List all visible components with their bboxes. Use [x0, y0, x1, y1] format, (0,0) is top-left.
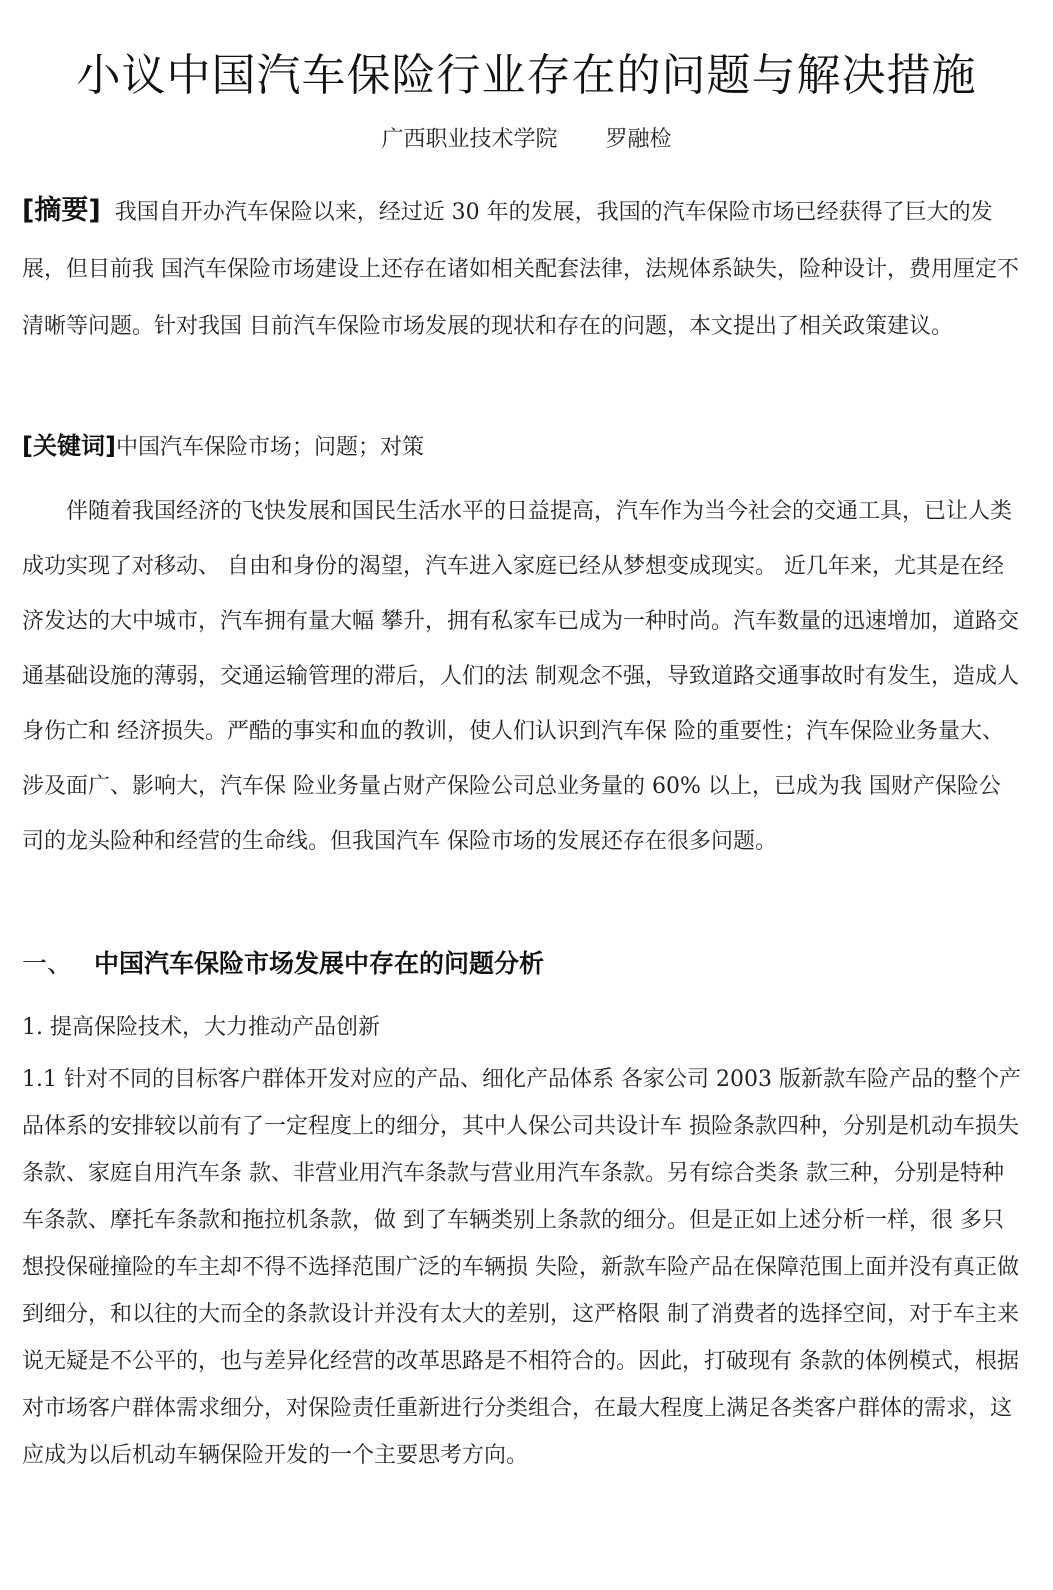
section-title: 中国汽车保险市场发展中存在的问题分析 [94, 949, 545, 978]
section-heading [22, 940, 1022, 988]
author-institution: 广西职业技术学院 [381, 127, 558, 152]
abstract [22, 182, 1022, 355]
intro-paragraph: 伴随着我国经济的飞快发展和国民生活水平的日益提高，汽车作为当今社会的交通工具，已让人类成功实现了对移动、 自由和身份的渴望，汽车进入家庭已经从梦想变成现实。 近几年来，尤其是在经济发达的大中城市，汽车拥有量大幅 攀升，拥有私家车已成为一种时尚。汽车数量的迅速增加，道路交通基础设施的薄弱，交通运输管理的滞后，人们的法 制观念不强，导致道路交通事故时有发生，造成人身伤亡和 经济损失。严酷的事实和血的教训，使人们认识到汽车保 险的重要性；汽车保险业务量大、涉及面广、影响大，汽车保 险业务量占财产保险公司总业务量的 60% 以上，已成为我 国财产保险公司的龙头险种和经营的生命线。但我国汽车 保险市场的发展还存在很多问题。 [22, 499, 1019, 854]
author-name: 罗融检 [605, 127, 672, 152]
paragraph-1-1: 1.1 针对不同的目标客户群体开发对应的产品、细化产品体系 各家公司 2003 版新款车险产品的整个产品体系的安排较以前有了一定程度上的细分，其中人保公司共设计车 损险条款四种，分别是机动车损失条款、家庭自用汽车条 款、非营业用汽车条款与营业用汽车条款。另有综合类条 款三种，分别是特种车条款、摩托车条款和拖拉机条款，做 到了车辆类别上条款的细分。但是正如上述分析一样，很 多只想投保碰撞险的车主却不得不选择范围广泛的车辆损 失险，新款车险产品在保障范围上面并没有真正做到细分，和以往的大而全的条款设计并没有太大的差别，这严格限 制了消费者的选择空间，对于车主来说无疑是不公平的，也与差异化经营的改革思路是不相符合的。因此，打破现有 条款的体例模式，根据对市场客户群体需求细分，对保险责任重新进行分类组合，在最大程度上满足各类客户群体的需求，这应成为以后机动车辆保险开发的一个主要思考方向。 [22, 1067, 1021, 1468]
section-number: 一、 [22, 949, 73, 978]
document-title: 小议中国汽车保险行业存在的问题与解决措施 [76, 50, 977, 101]
keywords-text: 中国汽车保险市场；问题；对策 [115, 435, 424, 460]
author-line [0, 122, 1053, 158]
abstract-text: 我国自开办汽车保险以来，经过近 30 年的发展，我国的汽车保险市场已经获得了巨大的发展，但目前我 国汽车保险市场建设上还存在诸如相关配套法律，法规体系缺失，险种设计，费用厘定不清晰等问题。针对我国 目前汽车保险市场发展的现状和存在的问题，本文提出了相关政策建议。 [22, 200, 1019, 339]
abstract-label: [摘要] [22, 195, 101, 226]
subsection-heading: 1. 提高保险技术，大力推动产品创新 [22, 1015, 380, 1040]
keywords-label: [关键词] [22, 432, 116, 460]
keywords [22, 420, 1022, 474]
